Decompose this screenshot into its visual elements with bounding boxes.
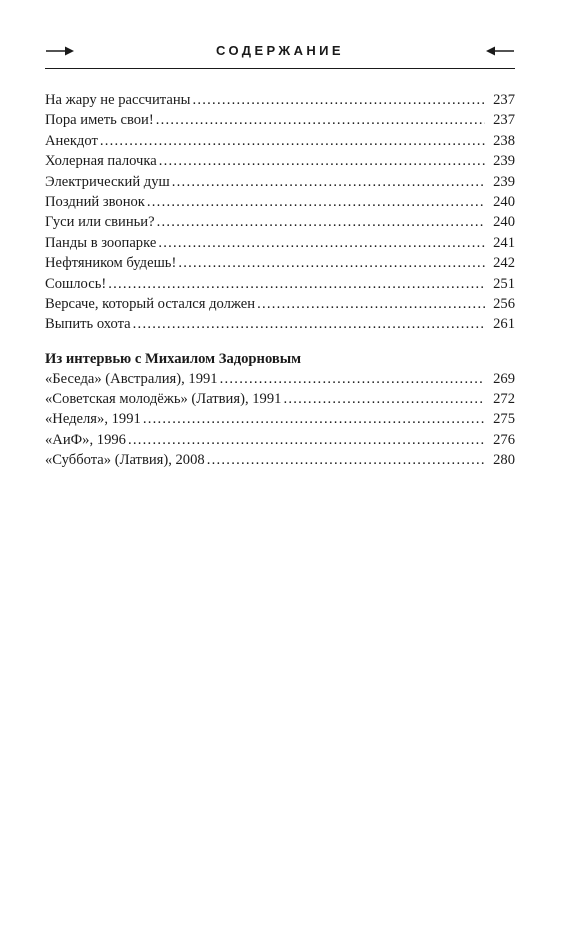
toc-entry[interactable] — [45, 276, 515, 296]
dot-leader — [128, 432, 485, 449]
entry-page-number: 269 — [493, 370, 515, 387]
running-header — [45, 40, 515, 70]
entry-title: «Советская молодёжь» (Латвия), 1991 — [45, 391, 282, 408]
dot-leader — [156, 112, 485, 129]
toc-entry[interactable] — [45, 112, 515, 132]
dot-leader — [147, 194, 485, 211]
entry-page-number: 276 — [493, 431, 515, 448]
dot-leader — [159, 153, 485, 170]
entry-page-number: 275 — [493, 411, 515, 428]
toc-entry[interactable] — [45, 432, 515, 452]
entry-page-number: 237 — [493, 112, 515, 129]
entry-title: Выпить охота — [45, 316, 131, 333]
entry-title: Панды в зоопарке — [45, 234, 157, 251]
dot-leader — [220, 371, 485, 388]
entry-title: Версаче, который остался должен — [45, 295, 256, 312]
entry-page-number: 240 — [493, 193, 515, 210]
toc-entry[interactable] — [45, 214, 515, 234]
toc-entry[interactable] — [45, 92, 515, 112]
entry-title: Поздний звонок — [45, 193, 145, 210]
dot-leader — [172, 174, 485, 191]
entry-page-number: 272 — [493, 391, 515, 408]
entry-title: Пора иметь свои! — [45, 112, 154, 129]
entry-title: «Суббота» (Латвия), 2008 — [45, 452, 205, 469]
dot-leader — [133, 316, 485, 333]
entry-page-number: 237 — [493, 92, 515, 108]
toc-entry[interactable] — [45, 194, 515, 214]
dot-leader — [257, 296, 485, 313]
toc-entry[interactable] — [45, 452, 515, 472]
toc-entry[interactable] — [45, 391, 515, 411]
dot-leader — [192, 92, 485, 109]
dot-leader — [207, 452, 485, 469]
entry-title: Электрический душ — [45, 173, 170, 190]
entry-title: Гуси или свиньи? — [45, 214, 155, 231]
dot-leader — [283, 391, 485, 408]
toc-entry[interactable] — [45, 316, 515, 336]
entry-page-number: 280 — [493, 452, 515, 469]
toc-entry[interactable] — [45, 371, 515, 391]
toc-entry[interactable] — [45, 255, 515, 275]
entry-title: Сошлось! — [45, 275, 107, 292]
entry-page-number: 238 — [493, 132, 515, 149]
entry-title: «Беседа» (Австралия), 1991 — [45, 370, 218, 387]
entry-title: Холерная палочка — [45, 153, 157, 170]
dot-leader — [100, 133, 485, 150]
toc-entry[interactable] — [45, 153, 515, 173]
entry-title: Анекдот — [45, 132, 98, 149]
entry-page-number: 251 — [493, 275, 515, 292]
entry-title: «АиФ», 1996 — [45, 431, 126, 448]
entry-page-number: 242 — [493, 255, 515, 272]
toc-entry[interactable] — [45, 235, 515, 255]
entry-page-number: 239 — [493, 173, 515, 190]
table-of-contents — [45, 92, 515, 473]
dot-leader — [158, 235, 485, 252]
dot-leader — [143, 411, 485, 428]
entry-title: «Неделя», 1991 — [45, 411, 141, 428]
dot-leader — [157, 214, 485, 231]
toc-entry[interactable] — [45, 411, 515, 431]
entry-page-number: 261 — [493, 316, 515, 333]
entry-page-number: 239 — [493, 153, 515, 170]
toc-entry[interactable] — [45, 133, 515, 153]
entry-title: На жару не рассчитаны — [45, 92, 191, 108]
toc-entry[interactable] — [45, 296, 515, 316]
arrow-left-icon — [485, 44, 515, 58]
dot-leader — [178, 255, 485, 272]
entry-page-number: 256 — [493, 295, 515, 312]
header-rule — [45, 68, 515, 69]
dot-leader — [108, 276, 485, 293]
entry-page-number: 240 — [493, 214, 515, 231]
section-heading: Из интервью с Михаилом Задорновым — [45, 350, 302, 367]
header-title: СОДЕРЖАНИЕ — [216, 43, 344, 58]
entry-title: Нефтяником будешь! — [45, 255, 177, 272]
toc-entry[interactable] — [45, 174, 515, 194]
entry-page-number: 241 — [493, 234, 515, 251]
